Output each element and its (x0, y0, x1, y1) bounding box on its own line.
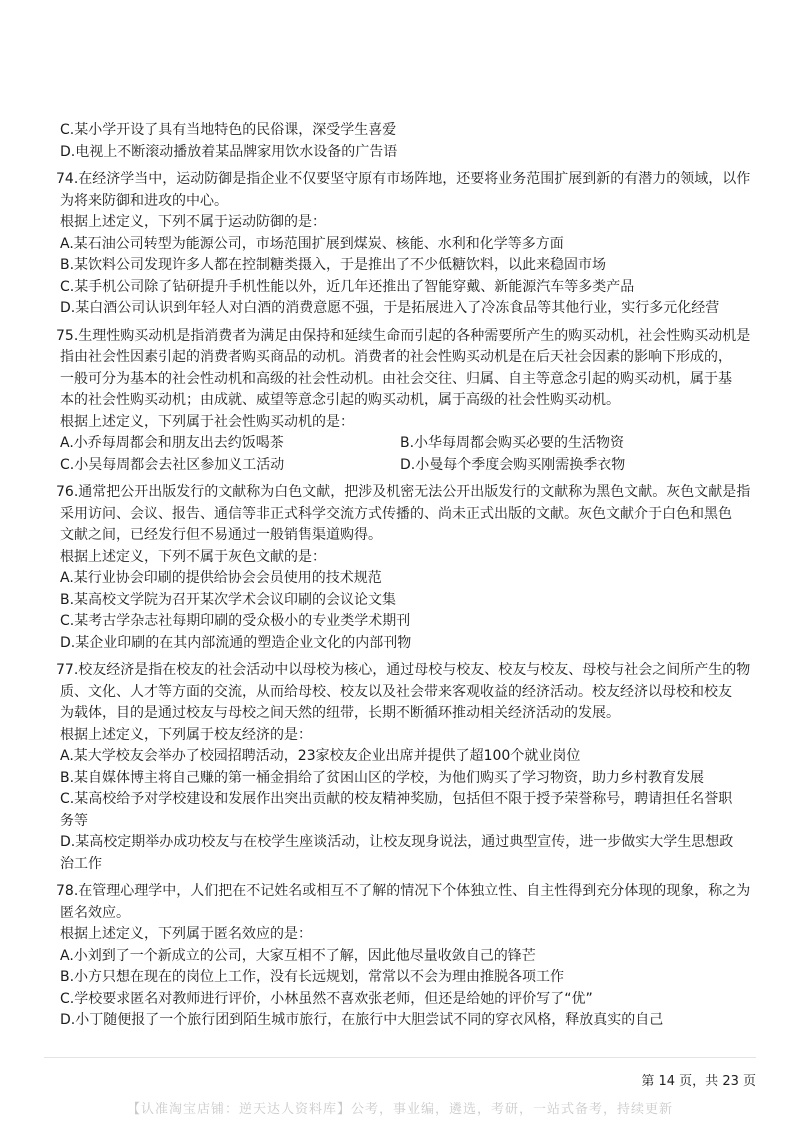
option-c: C.某考古学杂志社每期印刷的受众极小的专业类学术期刊 (60, 613, 411, 629)
option-c: C.学校要求匿名对教师进行评价，小林虽然不喜欢张老师，但还是给她的评价写了“优” (60, 990, 593, 1007)
option-c: C.某小学开设了具有当地特色的民俗课，深受学生喜爱 (60, 122, 397, 138)
footer-divider (44, 1057, 756, 1058)
question-prompt: 根据上述定义，下列不属于灰色文献的是： (60, 548, 326, 565)
prev-question-options (58, 120, 748, 163)
question-stem-line: 78.在管理心理学中，人们把在不记姓名或相互不了解的情况下个体独立性、自主性得到充分体现的现象，称之为 (56, 883, 751, 899)
question-stem-line: 77.校友经济是指在校友的社会活动中以母校为核心，通过母校与校友、校友与校友、母校与社会之间所产生的物 (56, 662, 751, 678)
watermark-text: 【认准淘宝店铺：逆天达人资料库】公考，事业编，遴选，考研，一站式备考，持续更新 (126, 1102, 673, 1117)
page-number: 第 14 页，共 23 页 (641, 1074, 756, 1089)
option-c: C.小吴每周都会去社区参加义工活动 (60, 456, 285, 473)
option-a: A.某行业协会印刷的提供给协会会员使用的技术规范 (60, 570, 382, 586)
question-stem-line: 匿名效应。 (60, 904, 130, 921)
question-76 (56, 482, 751, 654)
question-75 (56, 326, 751, 477)
option-d: D.某白酒公司认识到年轻人对白酒的消费意愿不强，于是拓展进入了冷冻食品等其他行业，实行多元化经营 (60, 300, 720, 316)
question-stem-line: 75.生理性购买动机是指消费者为满足由保持和延续生命而引起的各种需要所产生的购买动机，社会性购买动机是 (56, 327, 751, 344)
option-d: D.小曼每个季度会购买刚需换季衣物 (400, 456, 626, 473)
question-stem-line: 74.在经济学当中，运动防御是指企业不仅要坚守原有市场阵地，还要将业务范围扩展到新的有潜力的领域，以作 (56, 171, 751, 187)
question-77 (56, 660, 751, 875)
options-grid (58, 433, 748, 476)
question-74 (56, 169, 751, 320)
question-stem-line: 一般可分为基本的社会性动机和高级的社会性动机。由社会交往、归属、自主等意念引起的购买动机，属于基 (60, 370, 732, 387)
option-b: B.小方只想在现在的岗位上工作，没有长远规划，常常以不会为理由推脱各项工作 (60, 969, 565, 985)
question-stem-line: 文献之间，已经发行但不易通过一般销售渠道购得。 (60, 527, 382, 543)
question-prompt: 根据上述定义，下列属于校友经济的是： (60, 726, 312, 743)
option-a: A.小乔每周都会和朋友出去约饭喝茶 (60, 435, 284, 451)
question-stem-line: 质、文化、人才等方面的交流，从而给母校、校友以及社会带来客观收益的经济活动。校友经济以母校和校友 (60, 683, 732, 700)
option-c: C.某高校给予对学校建设和发展作出突出贡献的校友精神奖励，包括但不限于授予荣誉称号，聘请担任名誉职 (60, 791, 733, 807)
option-a: A.某大学校友会举办了校园招聘活动，23家校友企业出席并提供了超100个就业岗位 (60, 748, 581, 764)
option-a: A.小刘到了一个新成立的公司，大家互相不了解，因此他尽量收敛自己的锋芒 (60, 947, 536, 964)
option-d: D.小丁随便报了一个旅行团到陌生城市旅行，在旅行中大胆尝试不同的穿衣风格，释放真实的自己 (60, 1012, 664, 1028)
option-b: B.某自媒体博主将自己赚的第一桶金捐给了贫困山区的学校，为他们购买了学习物资，助力乡村教育发展 (60, 769, 705, 786)
question-prompt: 根据上述定义，下列不属于运动防御的是： (60, 214, 326, 230)
question-stem-line: 本的社会性购买动机；由成就、威望等意念引起的购买动机，属于高级的社会性购买动机。 (60, 392, 620, 408)
question-prompt: 根据上述定义，下列属于社会性购买动机的是： (60, 413, 354, 430)
question-prompt: 根据上述定义，下列属于匿名效应的是： (60, 926, 312, 942)
option-d: D.某高校定期举办成功校友与在校学生座谈活动，让校友现身说法，通过典型宣传，进一步做实大学生思想政 (60, 834, 734, 850)
option-a: A.某石油公司转型为能源公司，市场范围扩展到煤炭、核能、水利和化学等多方面 (60, 235, 564, 252)
question-stem-line: 采用访问、会议、报告、通信等非正式科学交流方式传播的、尚未正式出版的文献。灰色文献介于白色和黑色 (60, 505, 732, 522)
question-stem-line: 为将来防御和进攻的中心。 (60, 192, 228, 209)
option-d: D.某企业印刷的在其内部流通的塑造企业文化的内部刊物 (60, 634, 412, 651)
question-stem-line: 为载体，目的是通过校友与母校之间天然的纽带，长期不断循环推动相关经济活动的发展。 (60, 705, 620, 721)
option-d: D.电视上不断滚动播放着某品牌家用饮水设备的广告语 (60, 143, 398, 160)
page-body (56, 120, 751, 1032)
question-78 (56, 881, 751, 1032)
option-b: B.某高校文学院为召开某次学术会议印刷的会议论文集 (60, 591, 397, 608)
question-stem-line: 指由社会性因素引起的消费者购买商品的动机。消费者的社会性购买动机是在后天社会因素的影响下形成的， (60, 349, 732, 365)
option-c: C.某手机公司除了钻研提升手机性能以外，近几年还推出了智能穿戴、新能源汽车等多类产品 (60, 278, 635, 295)
option-c-continued: 务等 (60, 812, 88, 829)
option-b: B.小华每周都会购买必要的生活物资 (400, 435, 625, 451)
option-d-continued: 治工作 (60, 855, 102, 872)
option-b: B.某饮料公司发现许多人都在控制糖类摄入，于是推出了不少低糖饮料，以此来稳固市场 (60, 257, 607, 273)
question-stem-line: 76.通常把公开出版发行的文献称为白色文献，把涉及机密无法公开出版发行的文献称为黑色文献。灰色文献是指 (56, 484, 751, 500)
